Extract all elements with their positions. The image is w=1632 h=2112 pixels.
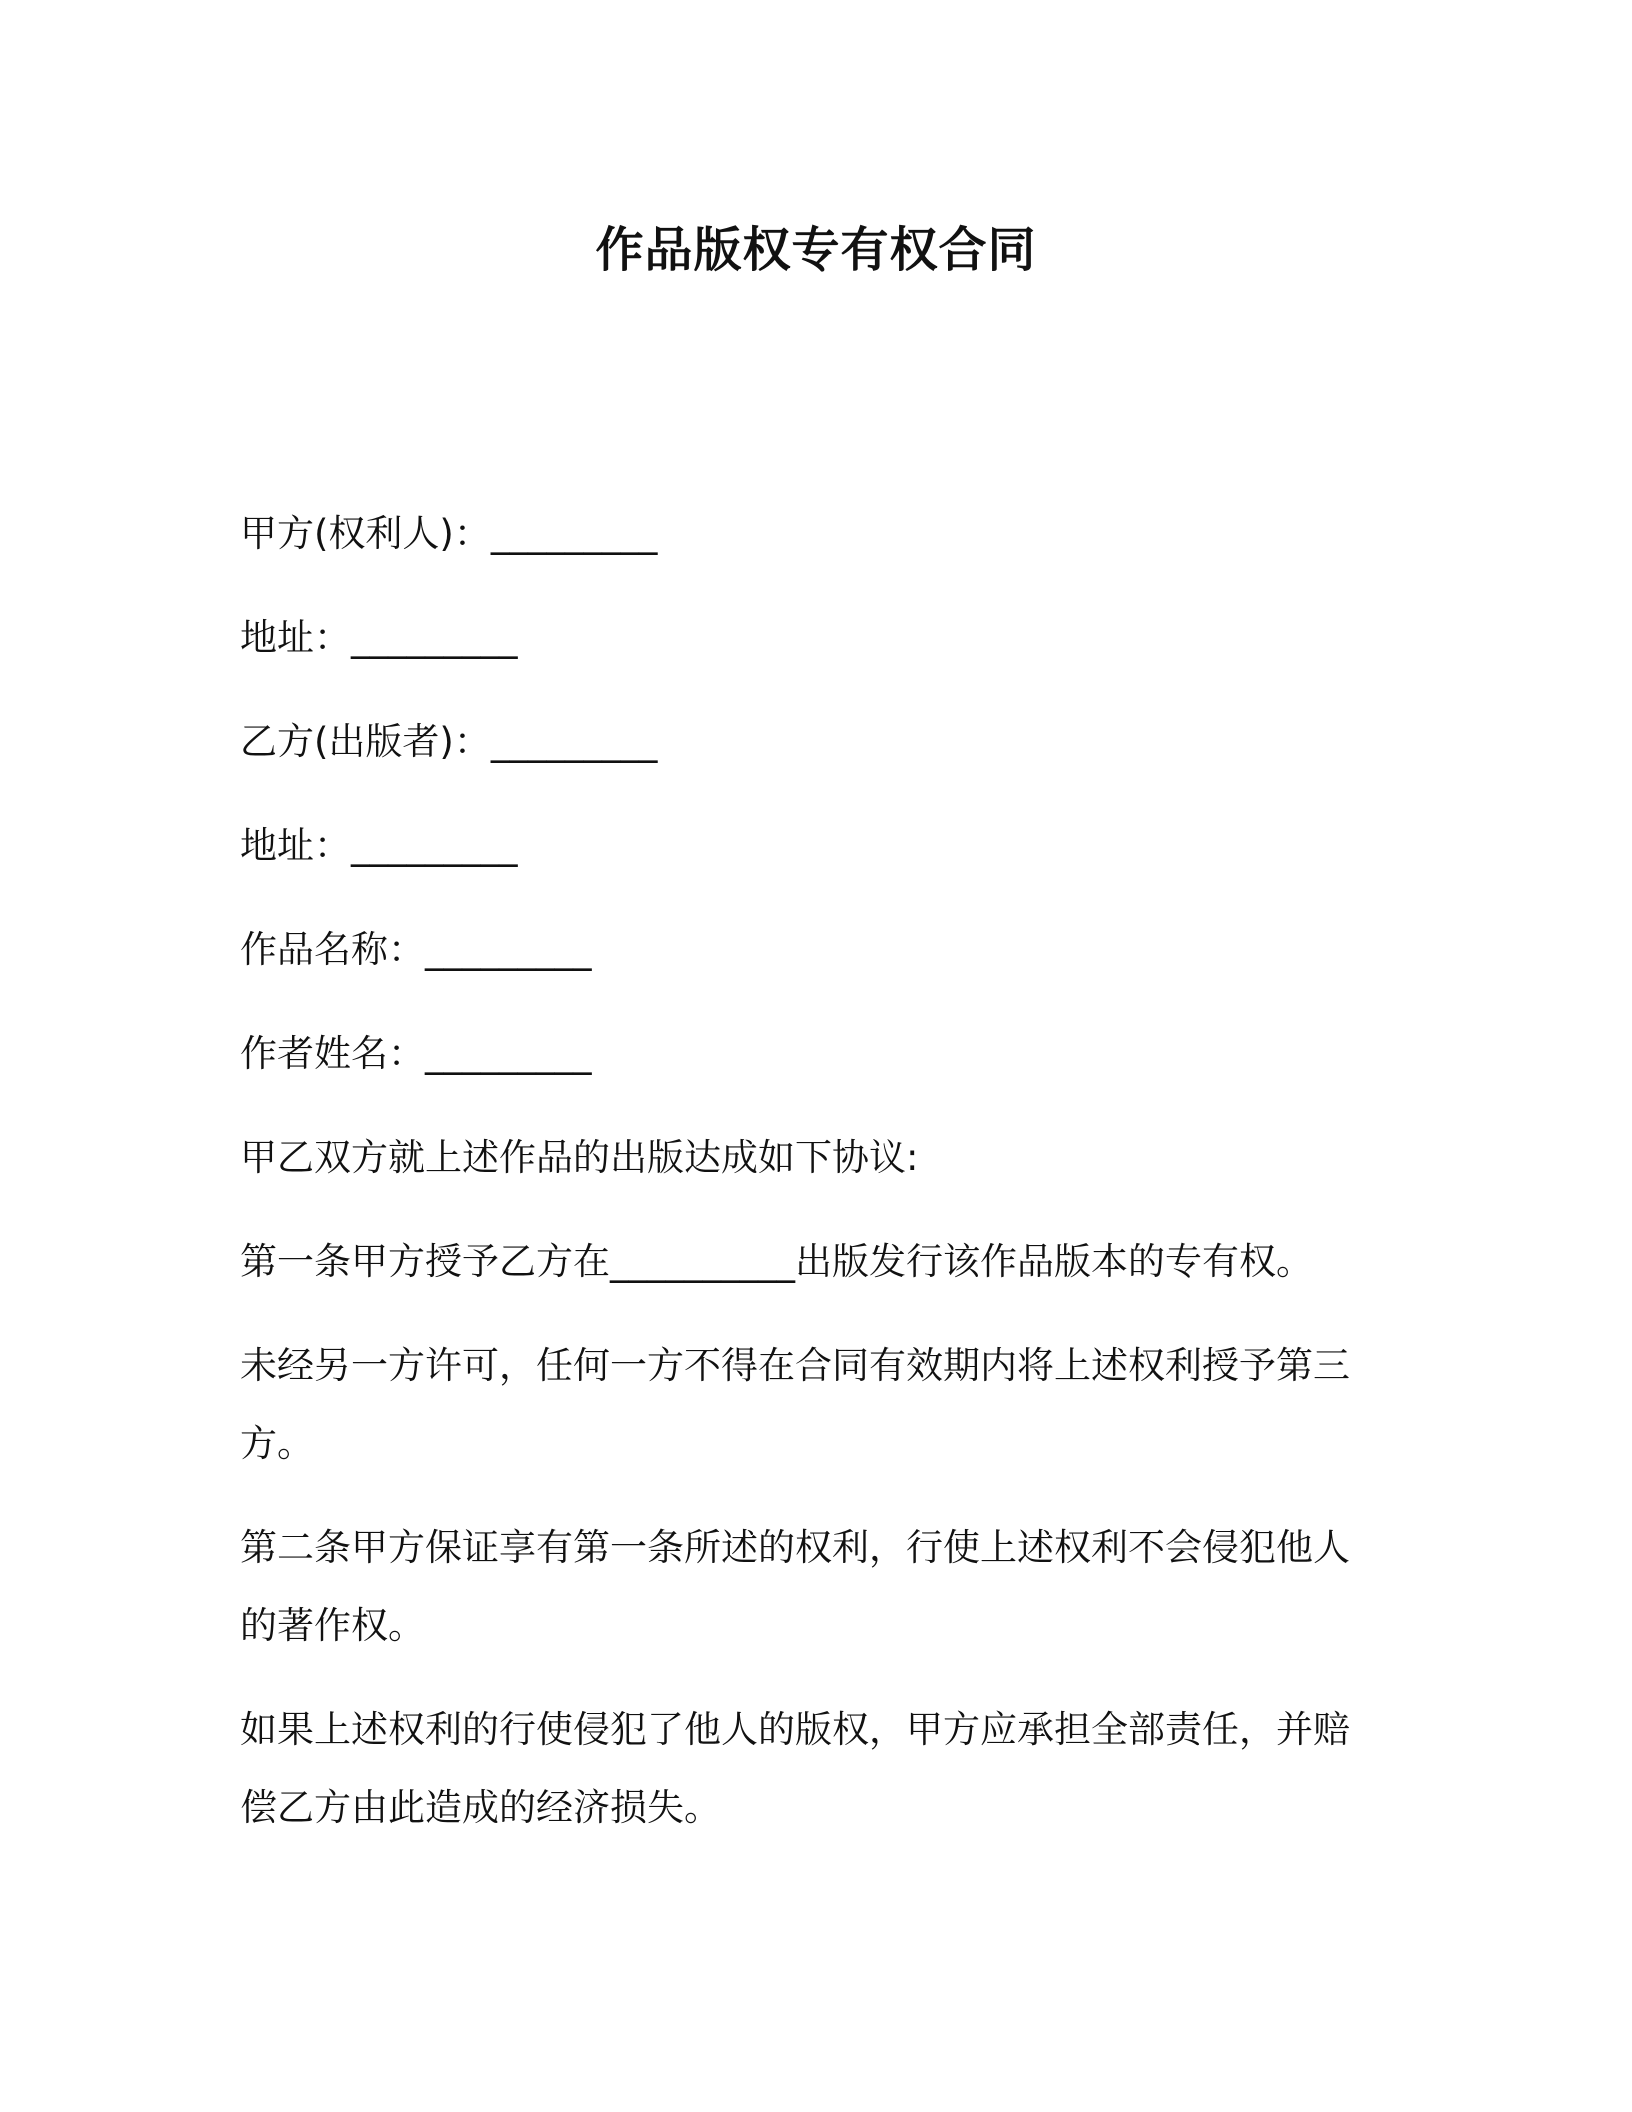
article-1: 第一条甲方授予乙方在__________出版发行该作品版本的专有权。 bbox=[240, 1240, 1313, 1283]
author-name-field: 作者姓名：_________ bbox=[240, 1032, 592, 1075]
document-body bbox=[240, 495, 1370, 1873]
document-title: 作品版权专有权合同 bbox=[595, 222, 1037, 278]
party-a-address-field: 地址：_________ bbox=[240, 616, 518, 659]
article-1-restriction: 未经另一方许可，任何一方不得在合同有效期内将上述权利授予第三方。 bbox=[240, 1344, 1350, 1465]
article-2: 第二条甲方保证享有第一条所述的权利，行使上述权利不会侵犯他人的著作权。 bbox=[240, 1526, 1350, 1647]
party-b-address-field: 地址：_________ bbox=[240, 824, 518, 867]
party-b-field: 乙方(出版者)：_________ bbox=[240, 720, 658, 763]
agreement-intro: 甲乙双方就上述作品的出版达成如下协议: bbox=[240, 1136, 919, 1179]
work-name-field: 作品名称：_________ bbox=[240, 928, 592, 971]
party-a-field: 甲方(权利人)：_________ bbox=[240, 512, 658, 555]
article-2-liability: 如果上述权利的行使侵犯了他人的版权，甲方应承担全部责任，并赔偿乙方由此造成的经济损失。 bbox=[240, 1708, 1350, 1829]
